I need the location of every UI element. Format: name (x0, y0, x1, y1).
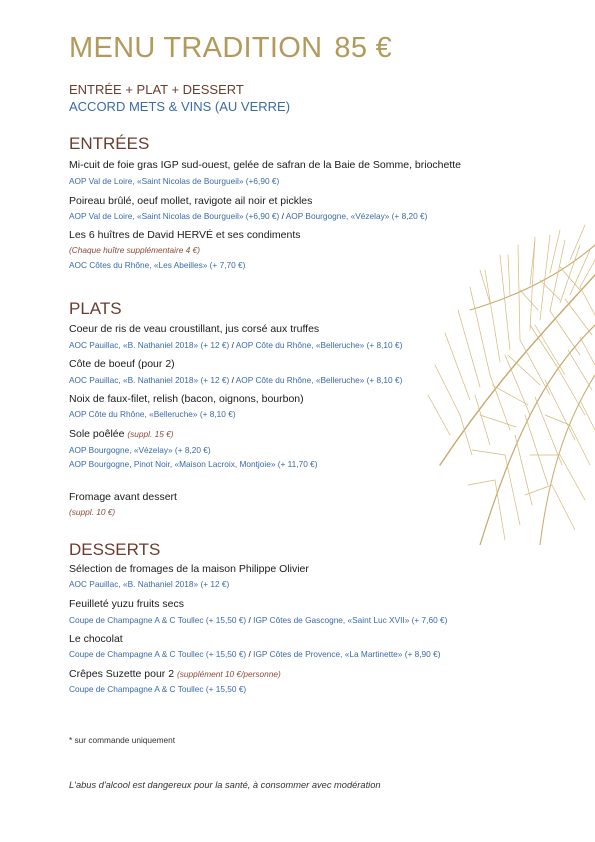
wine-separator: / (231, 340, 234, 350)
asterisk-note: * sur commande uniquement (69, 735, 176, 745)
entree-item-wine (69, 211, 427, 221)
plat-item-wine: AOP Côte du Rhône, «Belleruche» (+ 8,10 €) (69, 409, 236, 419)
plat-item-wine: AOP Bourgogne, Pinot Noir, «Maison Lacroix, Montjoie» (+ 11,70 €) (69, 459, 318, 469)
menu-accord: ACCORD METS & VINS (AU VERRE) (69, 99, 291, 114)
dessert-item-wine (69, 649, 440, 659)
entree-item-note: (Chaque huître supplémentaire 4 €) (69, 245, 200, 255)
entree-item-name: Les 6 huîtres de David HERVÉ et ses condiments (69, 229, 301, 241)
wine-pairing: Coupe de Champagne A & C Toullec (+ 15,50 €) (69, 649, 247, 659)
dessert-item-name: Le chocolat (69, 633, 123, 645)
dessert-item-name: Feuilleté yuzu fruits secs (69, 598, 184, 610)
wine-pairing: AOP Bourgogne, «Vézelay» (+ 8,20 €) (285, 211, 428, 221)
wine-pairing: AOC Pauillac, «B. Nathaniel 2018» (+ 12 €) (69, 375, 230, 385)
dessert-item-label: Crêpes Suzette pour 2 (69, 668, 175, 680)
plat-item-suppl: (suppl. 15 €) (127, 429, 174, 439)
wine-separator: / (248, 649, 251, 659)
menu-formula: ENTRÉE + PLAT + DESSERT (69, 82, 244, 97)
plat-item-name: Noix de faux-filet, relish (bacon, oignons, bourbon) (69, 393, 304, 405)
section-heading-plats: PLATS (69, 299, 122, 318)
dessert-item-wine: AOC Pauillac, «B. Nathaniel 2018» (+ 12 €) (69, 579, 230, 589)
dessert-item-suppl: (supplément 10 €/personne) (176, 669, 281, 679)
menu-title (69, 32, 392, 65)
alcohol-disclaimer: L'abus d'alcool est dangereux pour la santé, à consommer avec modération (69, 780, 381, 790)
palm-leaf-icon (380, 215, 595, 545)
wine-pairing: IGP Côtes de Gascogne, «Saint Luc XVII» (+ 7,60 €) (253, 615, 448, 625)
wine-pairing: IGP Côtes de Provence, «La Martinette» (+ 8,90 €) (253, 649, 441, 659)
wine-separator: / (231, 375, 234, 385)
entree-item-name: Poireau brûlé, oeuf mollet, ravigote ail noir et pickles (69, 195, 313, 207)
plat-item-name: Fromage avant dessert (69, 491, 177, 503)
wine-pairing: AOC Pauillac, «B. Nathaniel 2018» (+ 12 €) (69, 340, 230, 350)
wine-separator: / (281, 211, 284, 221)
section-heading-desserts: DESSERTS (69, 540, 161, 559)
dessert-item-name: Sélection de fromages de la maison Philippe Olivier (69, 563, 309, 575)
plat-item-name (69, 428, 174, 440)
wine-separator: / (248, 615, 251, 625)
plat-item-wine: AOP Bourgogne, «Vézelay» (+ 8,20 €) (69, 445, 211, 455)
plat-item-label: Sole poêlée (69, 428, 125, 440)
dessert-item-name (69, 668, 281, 680)
plat-item-wine (69, 340, 402, 350)
wine-pairing: AOP Côte du Rhône, «Belleruche» (+ 8,10 €) (235, 375, 403, 385)
menu-price: 85 € (334, 32, 393, 64)
menu-title-text: MENU TRADITION (69, 32, 323, 64)
section-heading-entrees: ENTRÉES (69, 134, 150, 153)
wine-pairing: AOP Côte du Rhône, «Belleruche» (+ 8,10 €) (235, 340, 403, 350)
entree-item-name: Mi-cuit de foie gras IGP sud-ouest, gelée de safran de la Baie de Somme, briochette (69, 159, 462, 171)
plat-item-name: Côte de boeuf (pour 2) (69, 358, 175, 370)
entree-item-wine: AOP Val de Loire, «Saint Nicolas de Bourgueil» (+6,90 €) (69, 176, 280, 186)
entree-item-wine: AOC Côtes du Rhône, «Les Abeilles» (+ 7,70 €) (69, 260, 246, 270)
wine-pairing: Coupe de Champagne A & C Toullec (+ 15,50 €) (69, 615, 247, 625)
dessert-item-wine (69, 615, 447, 625)
plat-item-wine (69, 375, 402, 385)
plat-item-name: Coeur de ris de veau croustillant, jus corsé aux truffes (69, 323, 320, 335)
wine-pairing: AOP Val de Loire, «Saint Nicolas de Bourgueil» (+6,90 €) (69, 211, 280, 221)
dessert-item-wine: Coupe de Champagne A & C Toullec (+ 15,50 €) (69, 684, 247, 694)
plat-item-note: (suppl. 10 €) (69, 507, 116, 517)
